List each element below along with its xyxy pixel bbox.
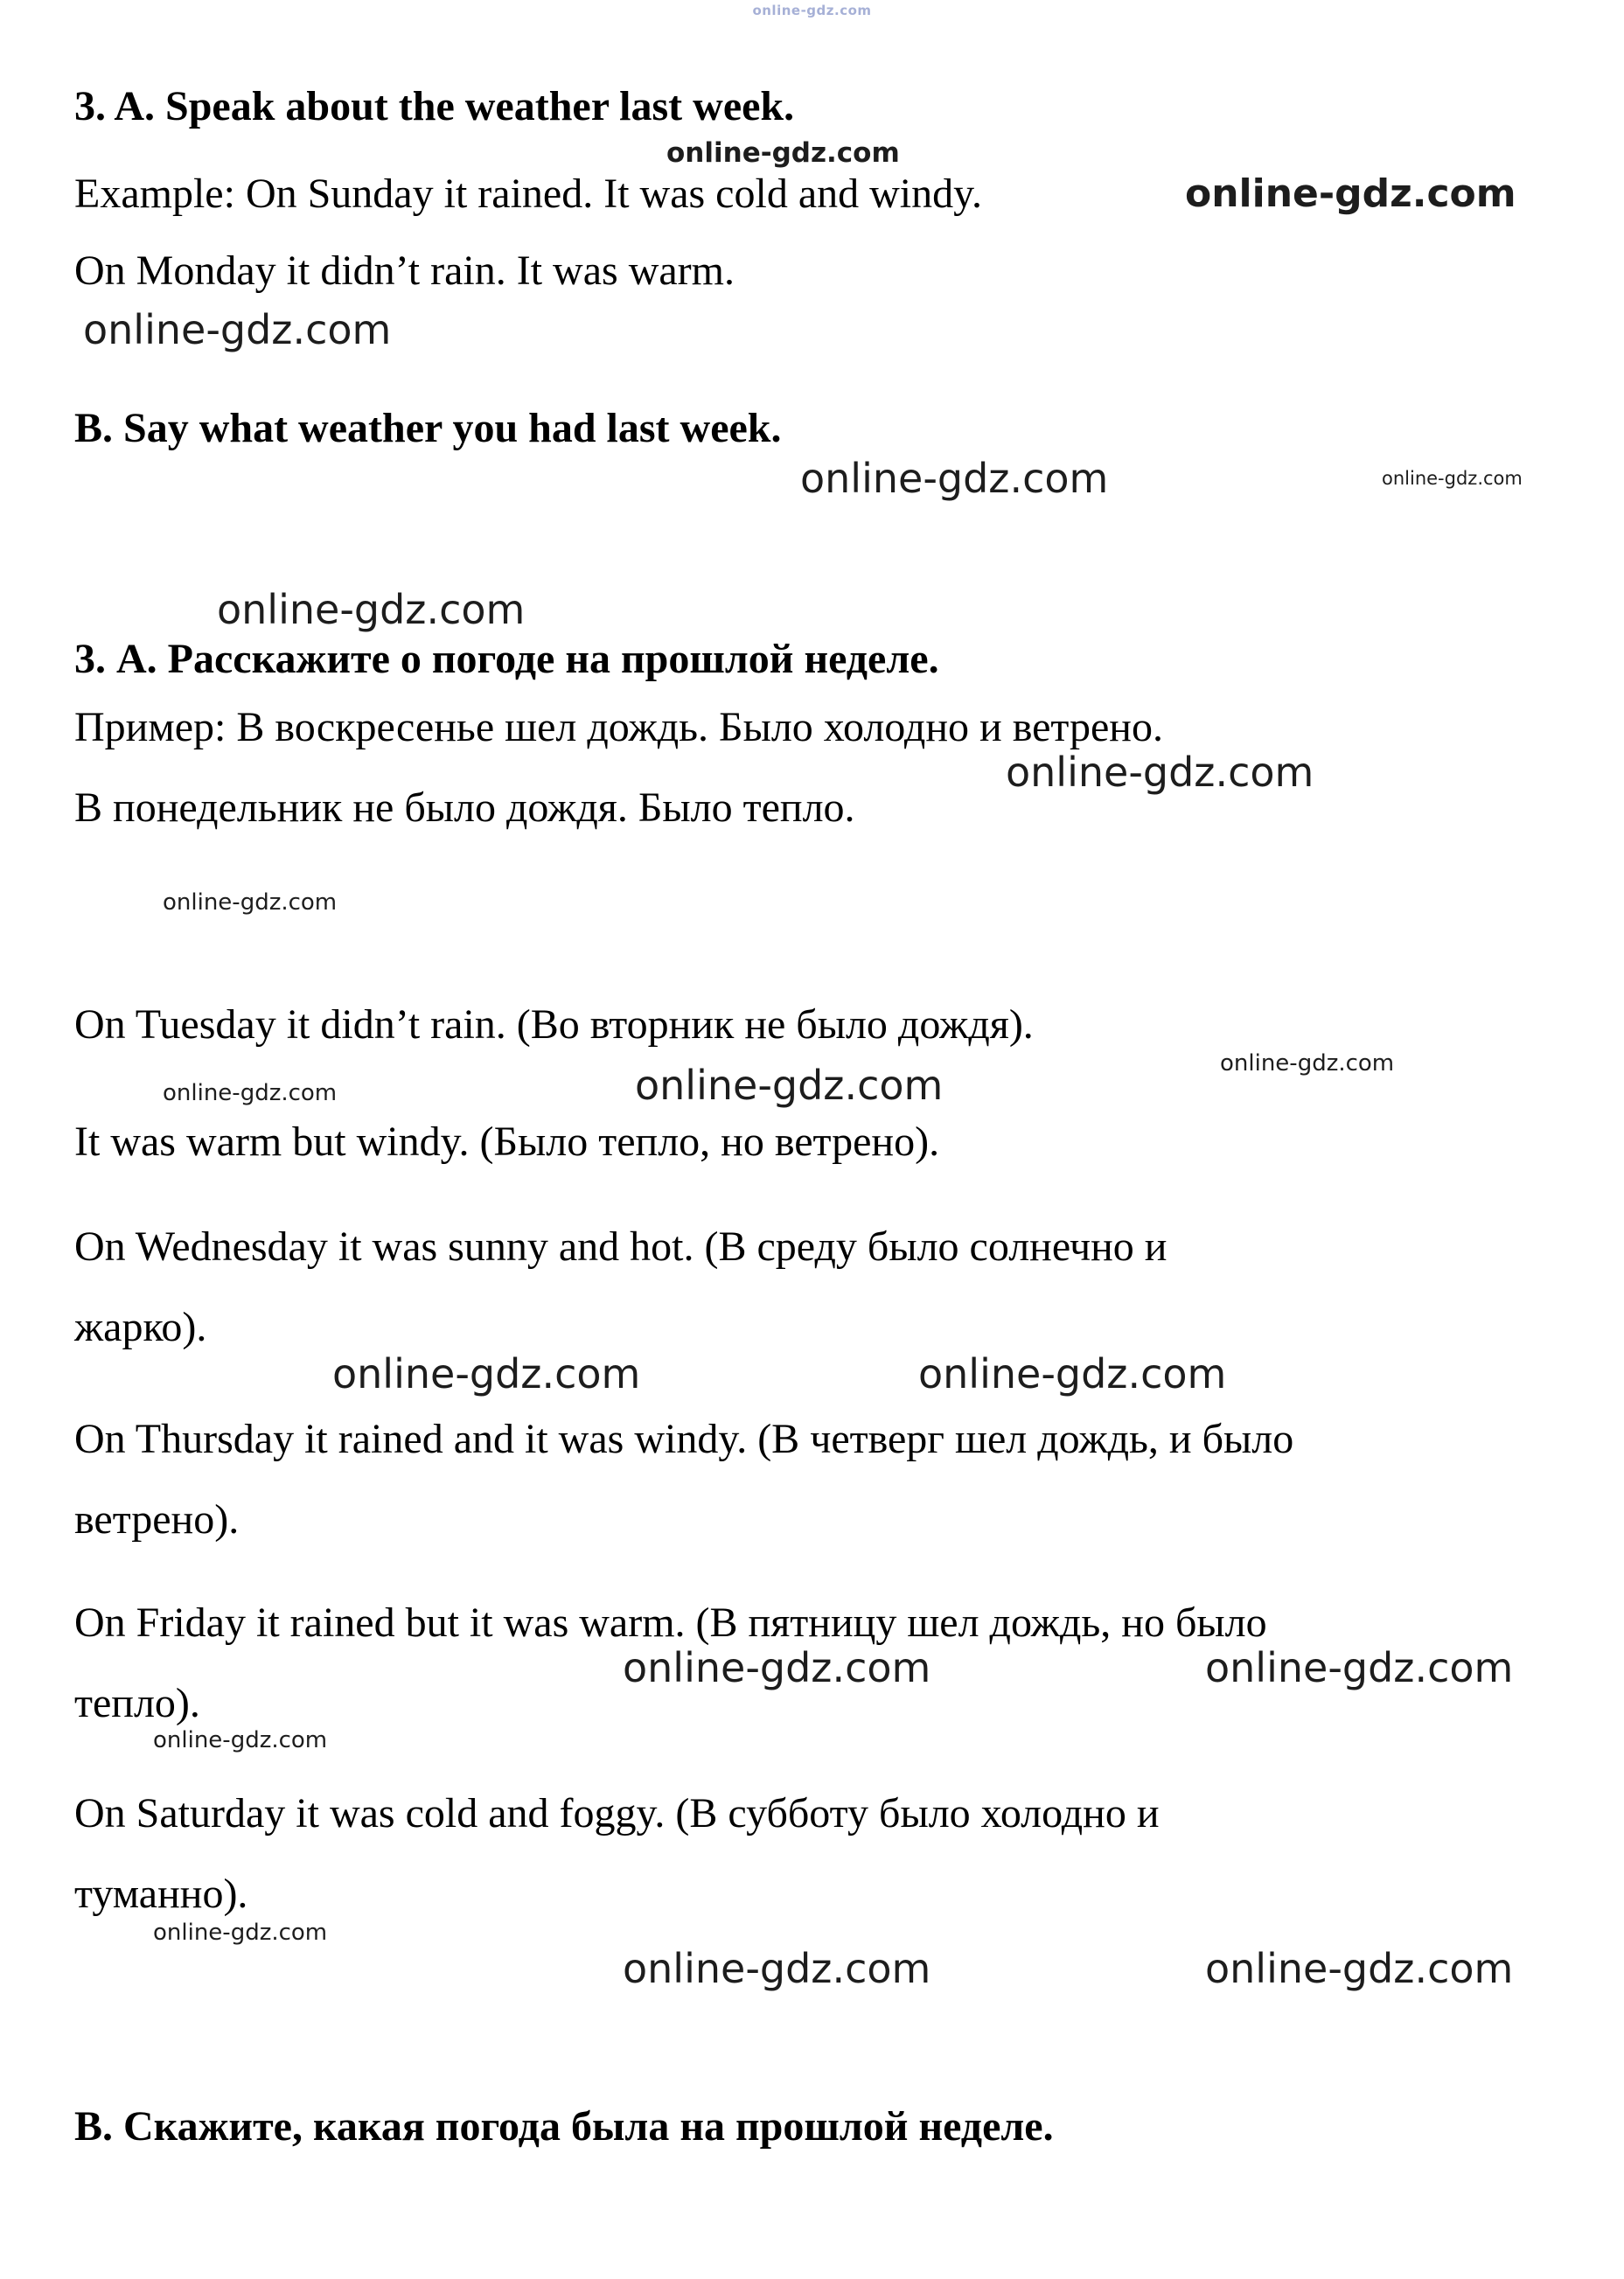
watermark: online-gdz.com [153, 1920, 328, 1946]
watermark: online-gdz.com [332, 1350, 641, 1397]
answer-line: On Wednesday it was sunny and hot. (В среду было солнечно и [74, 1223, 1167, 1270]
example-sentence-en-1: Example: On Sunday it rained. It was cold and windy. [74, 171, 982, 217]
task3a-heading-en: 3. A. Speak about the weather last week. [74, 83, 795, 129]
answer-line: On Friday it rained but it was warm. (В пятницу шел дождь, но было [74, 1599, 1267, 1646]
watermark: online-gdz.com [1382, 468, 1523, 489]
watermark: online-gdz.com [1205, 1945, 1514, 1992]
example-sentence-en-2: On Monday it didn’t rain. It was warm. [74, 247, 735, 294]
answer-thursday [74, 1417, 1293, 1578]
answer-line: туманно). [74, 1871, 248, 1917]
answer-line: ветрено). [74, 1496, 240, 1543]
watermark: online-gdz.com [83, 306, 392, 353]
watermark: online-gdz.com [623, 1945, 931, 1992]
answer-line: On Tuesday it didn’t rain. (Во вторник не было дождя). [74, 1001, 1034, 1048]
answer-line: On Thursday it rained and it was windy. (В четверг шел дождь, и было [74, 1416, 1294, 1462]
answer-line: жарко). [74, 1304, 207, 1350]
answer-line: It was warm but windy. (Было тепло, но ветрено). [74, 1119, 940, 1165]
watermark: online-gdz.com [1185, 171, 1516, 216]
task3a-heading-ru: 3. А. Расскажите о погоде на прошлой неделе. [74, 636, 939, 682]
answer-line: On Saturday it was cold and foggy. (В субботу было холодно и [74, 1790, 1160, 1836]
watermark: online-gdz.com [1205, 1644, 1514, 1691]
example-sentence-ru-2: В понедельник не было дождя. Было тепло. [74, 784, 855, 831]
watermark: online-gdz.com [635, 1062, 944, 1109]
watermark: online-gdz.com [217, 586, 526, 633]
task3b-heading-en: B. Say what weather you had last week. [74, 405, 782, 451]
answer-line: тепло). [74, 1680, 200, 1726]
watermark: online-gdz.com [666, 137, 900, 169]
watermark: online-gdz.com [752, 3, 872, 18]
watermark: online-gdz.com [1220, 1050, 1395, 1077]
watermark: online-gdz.com [918, 1350, 1227, 1397]
watermark: online-gdz.com [153, 1727, 328, 1753]
answer-tuesday-2 [74, 1119, 939, 1200]
example-sentence-ru-1: Пример: В воскресенье шел дождь. Было холодно и ветрено. [74, 704, 1163, 750]
task3b-heading-ru: В. Скажите, какая погода была на прошлой неделе. [74, 2103, 1054, 2150]
watermark: online-gdz.com [163, 889, 338, 916]
watermark: online-gdz.com [623, 1644, 931, 1691]
watermark: online-gdz.com [163, 1080, 338, 1106]
watermark: online-gdz.com [800, 455, 1109, 502]
watermark: online-gdz.com [1006, 749, 1314, 796]
